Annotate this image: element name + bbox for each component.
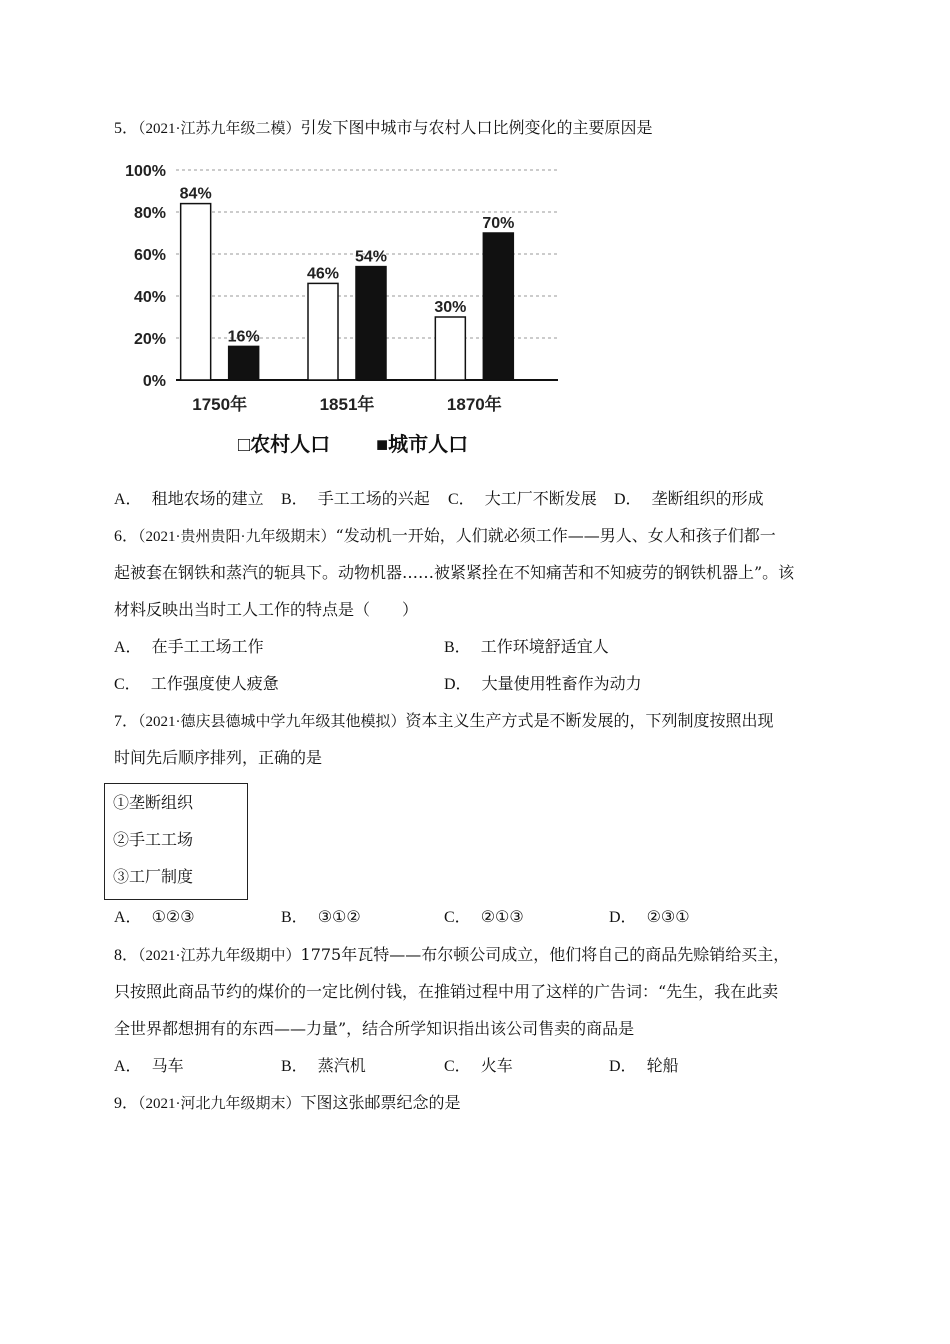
question-number: 6．: [114, 528, 139, 545]
option-label: C．: [444, 1058, 471, 1075]
option-text: 火车: [480, 1056, 513, 1075]
q8-option-a[interactable]: [114, 1055, 184, 1078]
question-stem: 资本主义生产方式是不断发展的，下列制度按照出现: [405, 711, 774, 730]
chart-legend: [238, 432, 468, 456]
q5-option-b[interactable]: [281, 488, 430, 511]
x-tick-label: 1750年: [192, 395, 248, 414]
data-label: 16%: [227, 328, 260, 346]
question-stem: 下图这张邮票纪念的是: [300, 1093, 461, 1112]
q8-option-b[interactable]: [281, 1055, 366, 1078]
option-label: C．: [114, 676, 141, 693]
q8-option-d[interactable]: [609, 1055, 679, 1078]
box-item: ③工厂制度: [113, 867, 194, 886]
option-text: ②①③: [480, 907, 524, 926]
q7-item-box: [104, 783, 248, 900]
x-tick-label: 1870年: [446, 395, 502, 414]
q6-option-b[interactable]: [444, 636, 609, 659]
option-text: 工作环境舒适宜人: [480, 637, 609, 656]
question-stem: “发动机一开始，人们就必须工作——男人、女人和孩子们都一: [335, 526, 776, 545]
q6-line-3: 材料反映出当时工人工作的特点是（ ）: [114, 600, 419, 619]
bar: [483, 233, 513, 380]
option-label: B．: [281, 491, 308, 508]
q7-option-d[interactable]: [609, 906, 690, 929]
population-bar-chart: [118, 154, 564, 464]
option-label: A．: [114, 491, 142, 508]
q5-option-c[interactable]: [448, 488, 597, 511]
bar: [229, 346, 259, 380]
data-label: 70%: [482, 215, 515, 232]
q6-option-d[interactable]: [444, 673, 642, 696]
option-text: ③①②: [317, 907, 361, 926]
option-label: D．: [444, 676, 472, 693]
legend-item-urban: ■城市人口: [376, 434, 469, 456]
bar: [356, 267, 386, 380]
q8-line-1: [114, 944, 789, 967]
option-text: ①②③: [151, 907, 195, 926]
q7-line-2: 时间先后顺序排列，正确的是: [114, 748, 323, 767]
option-text: 手工工场的兴起: [317, 489, 430, 508]
q6-line-2: 起被套在钢铁和蒸汽的轭具下。动物机器……被紧紧拴在不知痛苦和不知疲劳的钢铁机器上”。该: [114, 563, 795, 582]
question-number: 7．: [114, 713, 139, 730]
option-label: B．: [281, 1058, 308, 1075]
question-number: 9．: [114, 1095, 139, 1112]
question-number: 5．: [114, 120, 139, 137]
x-axis-labels: [192, 394, 501, 414]
bar: [435, 317, 465, 380]
option-text: 在手工工场工作: [151, 637, 264, 656]
box-item: ②手工工场: [113, 830, 194, 849]
option-label: A．: [114, 1058, 142, 1075]
question-source: （2021·德庆县德城中学九年级其他模拟）: [138, 714, 406, 730]
option-label: A．: [114, 639, 142, 656]
x-tick-label: 1851年: [319, 395, 375, 414]
question-stem: 引发下图中城市与农村人口比例变化的主要原因是: [300, 118, 653, 137]
question-source: （2021·江苏九年级二模）: [138, 121, 301, 137]
option-label: C．: [448, 491, 475, 508]
y-tick-label: 20%: [133, 331, 166, 348]
option-label: D．: [609, 909, 637, 926]
q7-option-c[interactable]: [444, 906, 524, 929]
option-label: C．: [444, 909, 471, 926]
q5-option-a[interactable]: [114, 488, 264, 511]
y-tick-label: 100%: [125, 163, 166, 180]
option-text: 租地农场的建立: [151, 489, 264, 508]
q6-line-1: [114, 525, 776, 548]
option-label: B．: [444, 639, 471, 656]
option-text: 工作强度使人疲惫: [150, 674, 279, 693]
q8-line-3: 全世界都想拥有的东西——力量”，结合所学知识指出该公司售卖的商品是: [114, 1019, 635, 1038]
option-text: 轮船: [646, 1056, 679, 1075]
q7-line-1: [114, 710, 774, 733]
q8-option-c[interactable]: [444, 1055, 513, 1078]
q6-option-c[interactable]: [114, 673, 279, 696]
data-label: 54%: [354, 248, 388, 266]
question-stem: 1775年瓦特——布尔顿公司成立，他们将自己的商品先赊销给买主，: [300, 945, 790, 964]
q7-option-b[interactable]: [281, 906, 361, 929]
option-text: 大量使用牲畜作为动力: [481, 674, 642, 693]
option-text: 马车: [151, 1056, 184, 1075]
legend-item-rural: □农村人口: [238, 434, 331, 456]
option-label: D．: [609, 1058, 637, 1075]
bar: [308, 283, 338, 380]
option-text: 大工厂不断发展: [484, 489, 597, 508]
y-tick-label: 0%: [142, 373, 166, 390]
question-source: （2021·贵州贵阳·九年级期末）: [138, 529, 336, 545]
option-text: 垄断组织的形成: [651, 489, 764, 508]
box-item: ①垄断组织: [113, 793, 194, 812]
option-label: A．: [114, 909, 142, 926]
option-text: 蒸汽机: [317, 1056, 366, 1075]
q5-stem-line: [114, 117, 653, 140]
bar: [181, 204, 211, 380]
data-label: 84%: [179, 185, 212, 203]
q5-option-d[interactable]: [614, 488, 764, 511]
q6-option-a[interactable]: [114, 636, 264, 659]
question-source: （2021·江苏九年级期中）: [138, 948, 301, 964]
option-label: D．: [614, 491, 642, 508]
data-label: 30%: [434, 299, 467, 316]
y-tick-label: 40%: [133, 289, 166, 306]
q8-line-2: 只按照此商品节约的煤价的一定比例付钱，在推销过程中用了这样的广告词：“先生，我在此卖: [114, 982, 779, 1001]
question-source: （2021·河北九年级期末）: [138, 1096, 301, 1112]
bars: [180, 186, 515, 380]
data-label: 46%: [306, 265, 340, 283]
q9-line-1: [114, 1092, 461, 1115]
y-tick-label: 80%: [133, 205, 166, 222]
q7-option-a[interactable]: [114, 906, 195, 929]
option-label: B．: [281, 909, 308, 926]
option-text: ②③①: [646, 907, 690, 926]
y-tick-label: 60%: [133, 247, 166, 264]
question-number: 8．: [114, 947, 139, 964]
